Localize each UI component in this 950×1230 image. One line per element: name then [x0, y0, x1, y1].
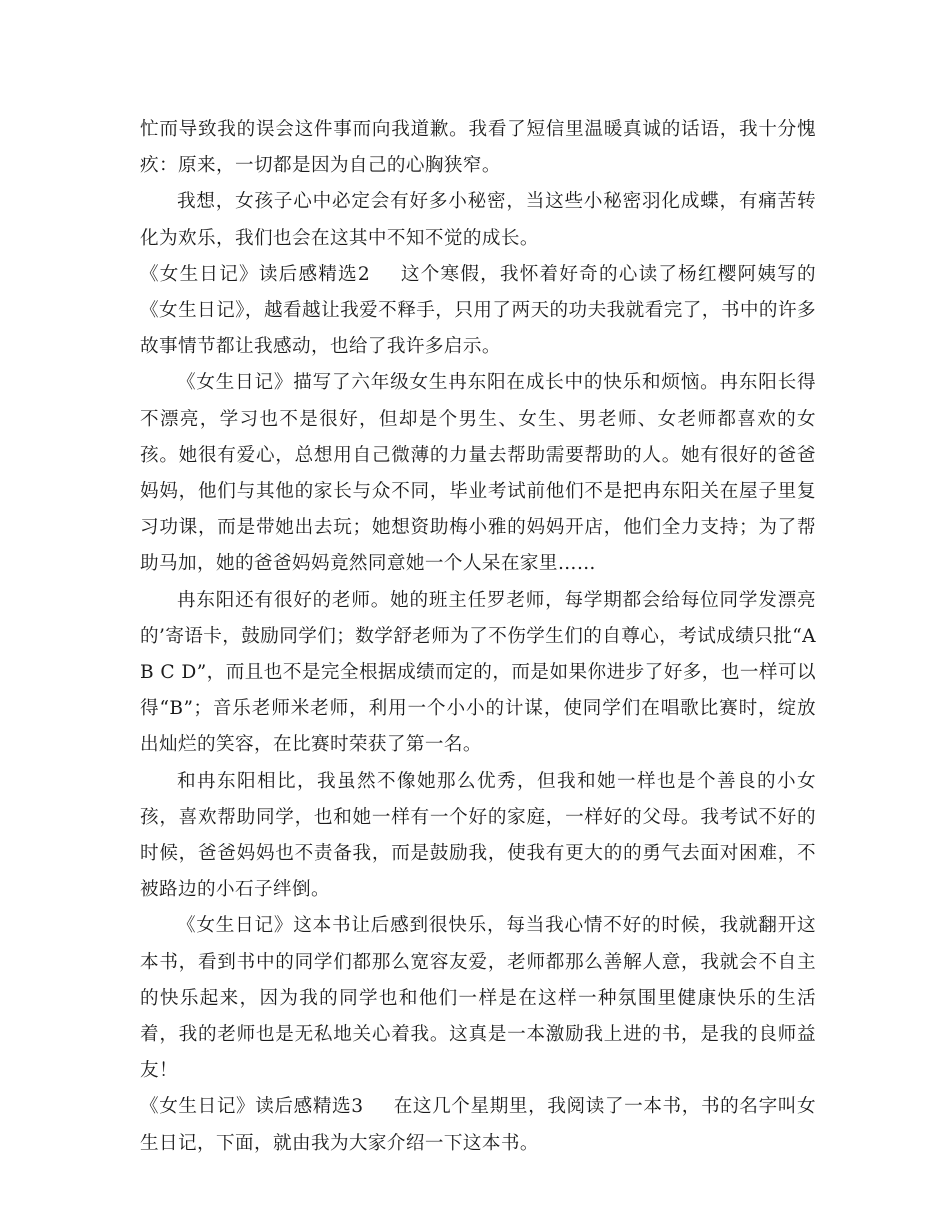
paragraph: 和冉东阳相比，我虽然不像她那么优秀，但我和她一样也是个善良的小女孩，喜欢帮助同学，也和她一样有一个好的家庭，一样好的父母。我考试不好的时候，爸爸妈妈也不责备我，而是鼓励我，使我有更大的的勇气去面对困难，不被路边的小石子绊倒。 [140, 770, 816, 901]
section-paragraph [140, 257, 816, 366]
document-body [140, 112, 816, 1162]
section-heading: 《女生日记》读后感精选3 [140, 1096, 364, 1118]
paragraph: 我想，女孩子心中必定会有好多小秘密，当这些小秘密羽化成蝶，有痛苦转化为欢乐，我们也会在这其中不知不觉的成长。 [140, 191, 816, 249]
section-paragraph [140, 1089, 816, 1161]
paragraph-text: 在这几个星期里，我阅读了一本书，书的名字叫女生日记，下面，就由我为大家介绍一下这本书。 [140, 1096, 816, 1154]
paragraph: 冉东阳还有很好的老师。她的班主任罗老师，每学期都会给每位同学发漂亮的’寄语卡，鼓励同学们；数学舒老师为了不伤学生们的自尊心，考试成绩只批“A B C D”，而且也不是完全根据成绩而定的，而是如果你进步了好多，也一样可以得“B”；音乐老师米老师，利用一个小小的计谋，使同学们在唱歌比赛时，绽放出灿烂的笑容，在比赛时荣获了第一名。 [140, 589, 816, 756]
paragraph: 《女生日记》这本书让后感到很快乐，每当我心情不好的时候，我就翻开这本书，看到书中的同学们都那么宽容友爱，老师都那么善解人意，我就会不自主的快乐起来，因为我的同学也和他们一样是在这样一种氛围里健康快乐的生活着，我的老师也是无私地关心着我。这真是一本激励我上进的书，是我的良师益友！ [140, 915, 816, 1082]
paragraph: 忙而导致我的误会这件事而向我道歉。我看了短信里温暖真诚的话语，我十分愧疚：原来，一切都是因为自己的心胸狭窄。 [140, 119, 816, 177]
paragraph-text: 这个寒假，我怀着好奇的心读了杨红樱阿姨写的《女生日记》，越看越让我爱不释手，只用了两天的功夫我就看完了，书中的许多故事情节都让我感动，也给了我许多启示。 [140, 263, 816, 358]
section-heading: 《女生日记》读后感精选2 [140, 263, 371, 285]
paragraph: 《女生日记》描写了六年级女生冉东阳在成长中的快乐和烦恼。冉东阳长得不漂亮，学习也不是很好，但却是个男生、女生、男老师、女老师都喜欢的女孩。她很有爱心，总想用自己微薄的力量去帮助需要帮助的人。她有很好的爸爸妈妈，他们与其他的家长与众不同，毕业考试前他们不是把冉东阳关在屋子里复习功课，而是带她出去玩；她想资助梅小雅的妈妈开店，他们全力支持；为了帮助马加，她的爸爸妈妈竟然同意她一个人呆在家里…… [140, 372, 816, 575]
